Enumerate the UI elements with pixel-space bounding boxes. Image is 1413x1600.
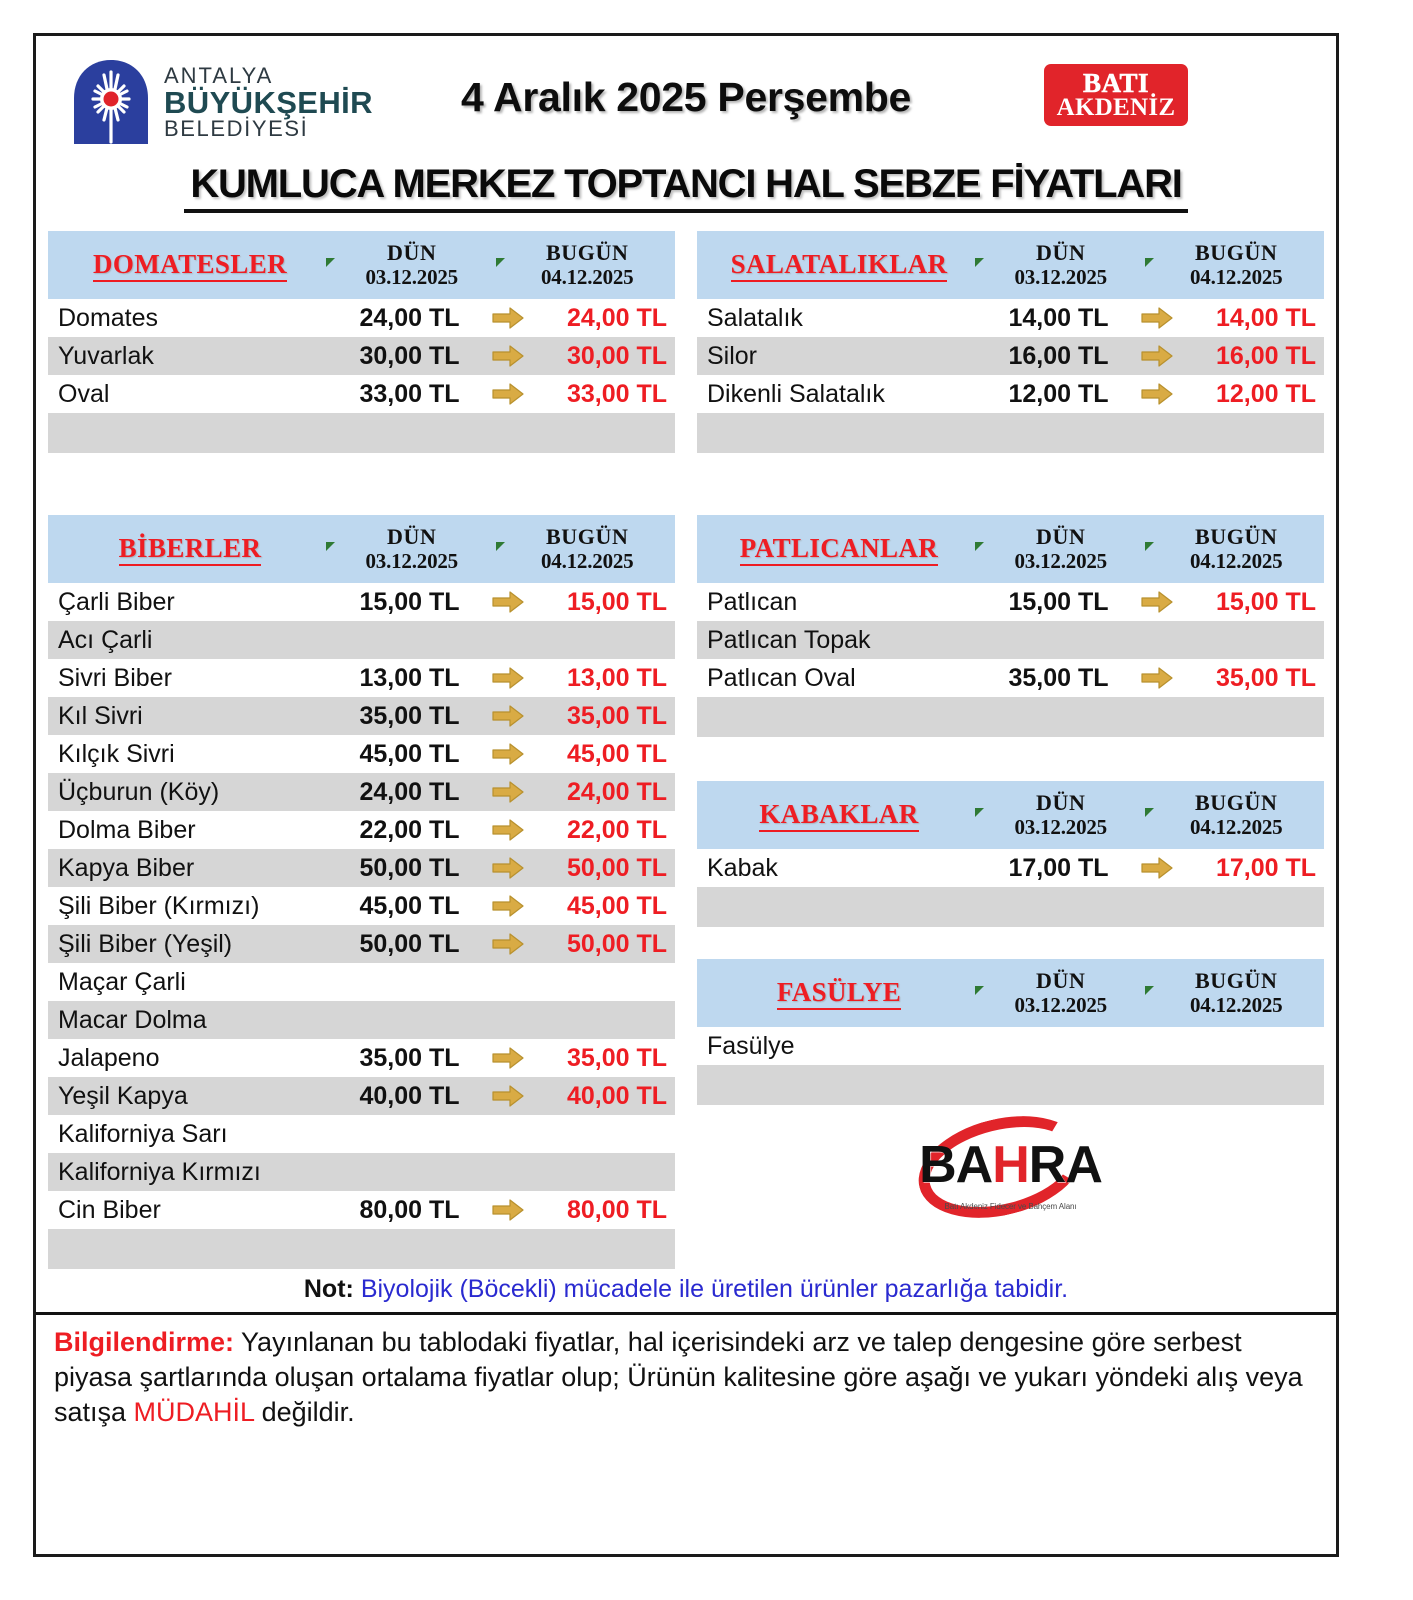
disclaimer-box	[36, 1312, 1336, 1444]
trend-arrow-cell	[1133, 343, 1181, 369]
product-name: Kaliforniya Kırmızı	[58, 1157, 261, 1186]
product-name: Jalapeno	[58, 1043, 160, 1072]
today-price: 35,00 TL	[1215, 663, 1316, 692]
trend-arrow-cell	[484, 893, 532, 919]
table-row	[48, 621, 675, 659]
section-title: KABAKLAR	[759, 799, 918, 832]
disclaimer-label: Bilgilendirme:	[54, 1327, 235, 1357]
bahra-wordmark	[919, 1135, 1102, 1195]
today-price: 12,00 TL	[1215, 379, 1316, 408]
product-name: Şili Biber (Kırmızı)	[58, 891, 260, 920]
section-title-wrap	[697, 959, 973, 1027]
trend-arrow-icon	[491, 1045, 525, 1071]
today-price: 24,00 TL	[566, 303, 667, 332]
table-row	[48, 1191, 675, 1229]
product-name: Silor	[707, 341, 758, 370]
section-trailing-band	[697, 887, 1324, 927]
today-label: BUGÜN	[1195, 523, 1278, 549]
today-price: 45,00 TL	[566, 891, 667, 920]
product-name: Üçburun (Köy)	[58, 777, 220, 806]
product-name: Yeşil Kapya	[58, 1081, 188, 1110]
comment-marker-icon	[1145, 808, 1154, 817]
table-row	[697, 1027, 1324, 1065]
prev-day-column-header	[973, 515, 1149, 583]
prev-day-price: 35,00 TL	[359, 701, 460, 730]
bahra-ra: RA	[1028, 1136, 1102, 1194]
disclaimer-emphasis: MÜDAHİL	[133, 1397, 255, 1428]
today-label: BUGÜN	[1195, 239, 1278, 265]
product-name: Fasülye	[707, 1031, 795, 1060]
trend-arrow-icon	[491, 1197, 525, 1223]
section-trailing-band	[48, 413, 675, 453]
trend-arrow-cell	[484, 931, 532, 957]
comment-marker-icon	[1145, 986, 1154, 995]
today-date: 04.12.2025	[1189, 992, 1283, 1017]
section-salataliklar	[697, 231, 1324, 453]
price-bulletin-page	[33, 33, 1339, 1557]
today-column-header	[500, 515, 676, 583]
trend-arrow-icon	[491, 343, 525, 369]
prev-day-price: 33,00 TL	[359, 379, 460, 408]
trend-arrow-icon	[491, 381, 525, 407]
trend-arrow-icon	[491, 741, 525, 767]
section-gap	[48, 453, 675, 515]
prev-day-price: 17,00 TL	[1008, 853, 1109, 882]
today-price: 15,00 TL	[1215, 587, 1316, 616]
prev-day-price: 24,00 TL	[359, 777, 460, 806]
product-name: Sivri Biber	[58, 663, 172, 692]
trend-arrow-icon	[491, 779, 525, 805]
bahra-logo	[697, 1105, 1324, 1225]
comment-marker-icon	[1145, 258, 1154, 267]
product-name: Maçar Çarli	[58, 967, 186, 996]
section-trailing-band	[697, 697, 1324, 737]
trend-arrow-cell	[484, 855, 532, 881]
prev-day-price: 40,00 TL	[359, 1081, 460, 1110]
today-price: 40,00 TL	[566, 1081, 667, 1110]
today-date: 04.12.2025	[1189, 814, 1283, 839]
prev-day-price: 45,00 TL	[359, 891, 460, 920]
page-title-text: KUMLUCA MERKEZ TOPTANCI HAL SEBZE FİYATLARI	[184, 162, 1187, 213]
table-row	[697, 621, 1324, 659]
product-name: Patlıcan	[707, 587, 798, 616]
trend-arrow-cell	[484, 305, 532, 331]
note-line	[36, 1269, 1336, 1312]
trend-arrow-cell	[484, 741, 532, 767]
table-row	[48, 375, 675, 413]
today-column-header	[1149, 231, 1325, 299]
section-domatesler	[48, 231, 675, 453]
section-title: FASÜLYE	[777, 977, 901, 1010]
trend-arrow-icon	[491, 703, 525, 729]
comment-marker-icon	[496, 258, 505, 267]
today-column-header	[500, 231, 676, 299]
section-title-wrap	[48, 231, 324, 299]
trend-arrow-cell	[1133, 665, 1181, 691]
table-row	[697, 299, 1324, 337]
prev-day-label: DÜN	[387, 239, 437, 265]
product-name: Macar Dolma	[58, 1005, 207, 1034]
prev-day-label: DÜN	[1036, 789, 1086, 815]
section-gap	[697, 927, 1324, 959]
trend-arrow-icon	[1140, 381, 1174, 407]
prev-day-column-header	[324, 515, 500, 583]
trend-arrow-icon	[1140, 343, 1174, 369]
prev-day-date: 03.12.2025	[365, 548, 458, 573]
trend-arrow-cell	[484, 381, 532, 407]
today-date: 04.12.2025	[1189, 264, 1283, 289]
section-fas-lye	[697, 959, 1324, 1105]
prev-day-price: 30,00 TL	[359, 341, 460, 370]
table-row	[48, 1115, 675, 1153]
table-row	[697, 375, 1324, 413]
prev-day-column-header	[973, 231, 1149, 299]
section-gap	[697, 737, 1324, 781]
table-row	[697, 659, 1324, 697]
prev-day-price: 35,00 TL	[1008, 663, 1109, 692]
table-row	[48, 1077, 675, 1115]
trend-arrow-cell	[484, 779, 532, 805]
note-label: Not:	[303, 1275, 354, 1303]
today-price: 45,00 TL	[566, 739, 667, 768]
today-column-header	[1149, 781, 1325, 849]
trend-arrow-icon	[491, 665, 525, 691]
trend-arrow-icon	[491, 1083, 525, 1109]
product-name: Oval	[58, 379, 110, 408]
section-trailing-band	[697, 1065, 1324, 1105]
today-price: 80,00 TL	[566, 1195, 667, 1224]
table-row	[48, 337, 675, 375]
trend-arrow-icon	[491, 893, 525, 919]
section-title: PATLICANLAR	[740, 533, 938, 566]
product-name: Patlıcan Topak	[707, 625, 871, 654]
disclaimer-text-1: Yayınlanan bu tablodaki fiyatlar, hal içerisindeki arz ve talep dengesine göre serbest piyasa şartlarında oluşan ortalama fiyatlar olup; Ürünün kalitesine göre aşağı ve yukarı yöndeki alış veya satışa	[54, 1327, 1303, 1428]
note-text: Biyolojik (Böcekli) mücadele ile üretilen ürünler pazarlığa tabidir.	[360, 1275, 1069, 1303]
table-row	[48, 1153, 675, 1191]
left-column	[48, 231, 675, 1269]
trend-arrow-cell	[484, 589, 532, 615]
prev-day-date: 03.12.2025	[1014, 814, 1107, 839]
comment-marker-icon	[975, 986, 984, 995]
page-title	[36, 162, 1336, 211]
trend-arrow-cell	[484, 1045, 532, 1071]
bahra-subtitle: Batı Akdeniz Fidecer ve Bahçem Alanı	[944, 1202, 1077, 1211]
product-name: Kapya Biber	[58, 853, 195, 882]
trend-arrow-cell	[484, 1083, 532, 1109]
prev-day-label: DÜN	[1036, 523, 1086, 549]
section-title: BİBERLER	[119, 533, 262, 566]
table-row	[48, 659, 675, 697]
today-price: 13,00 TL	[566, 663, 667, 692]
product-name: Dikenli Salatalık	[707, 379, 885, 408]
table-row	[48, 773, 675, 811]
product-name: Çarli Biber	[58, 587, 175, 616]
section-gap	[697, 453, 1324, 515]
today-label: BUGÜN	[1195, 967, 1278, 993]
section-header-bi-berler	[48, 515, 675, 583]
trend-arrow-icon	[491, 855, 525, 881]
prev-day-column-header	[973, 959, 1149, 1027]
comment-marker-icon	[975, 808, 984, 817]
today-column-header	[1149, 959, 1325, 1027]
table-row	[48, 697, 675, 735]
table-row	[48, 1039, 675, 1077]
section-header-kabaklar	[697, 781, 1324, 849]
section-header-patlicanlar	[697, 515, 1324, 583]
prev-day-price: 45,00 TL	[359, 739, 460, 768]
section-header-fas-lye	[697, 959, 1324, 1027]
product-name: Kaliforniya Sarı	[58, 1119, 228, 1148]
disclaimer-text-2: değildir.	[254, 1397, 355, 1428]
prev-day-price: 35,00 TL	[359, 1043, 460, 1072]
table-row	[697, 849, 1324, 887]
today-price: 33,00 TL	[566, 379, 667, 408]
trend-arrow-icon	[1140, 589, 1174, 615]
trend-arrow-cell	[484, 665, 532, 691]
section-patlicanlar	[697, 515, 1324, 737]
prev-day-price: 50,00 TL	[359, 853, 460, 882]
prev-day-price: 16,00 TL	[1008, 341, 1109, 370]
trend-arrow-icon	[491, 817, 525, 843]
bati-akdeniz-line-1: BATI	[1082, 67, 1150, 98]
today-price: 35,00 TL	[566, 1043, 667, 1072]
section-title: SALATALIKLAR	[731, 249, 948, 282]
prev-day-date: 03.12.2025	[1014, 264, 1107, 289]
today-column-header	[1149, 515, 1325, 583]
section-header-domatesler	[48, 231, 675, 299]
prev-day-price: 80,00 TL	[359, 1195, 460, 1224]
bati-akdeniz-line-2: AKDENİZ	[1056, 93, 1176, 121]
comment-marker-icon	[975, 542, 984, 551]
table-row	[48, 811, 675, 849]
comment-marker-icon	[496, 542, 505, 551]
comment-marker-icon	[326, 542, 335, 551]
trend-arrow-icon	[491, 931, 525, 957]
comment-marker-icon	[326, 258, 335, 267]
prev-day-date: 03.12.2025	[365, 264, 458, 289]
bati-akdeniz-logo	[1044, 64, 1188, 126]
prev-day-column-header	[324, 231, 500, 299]
today-date: 04.12.2025	[540, 264, 634, 289]
trend-arrow-icon	[491, 589, 525, 615]
product-name: Cin Biber	[58, 1195, 161, 1224]
today-price: 24,00 TL	[566, 777, 667, 806]
today-price: 16,00 TL	[1215, 341, 1316, 370]
table-row	[48, 963, 675, 1001]
section-header-salataliklar	[697, 231, 1324, 299]
table-row	[48, 849, 675, 887]
table-row	[48, 299, 675, 337]
trend-arrow-icon	[1140, 855, 1174, 881]
trend-arrow-icon	[1140, 305, 1174, 331]
section-kabaklar	[697, 781, 1324, 927]
prev-day-price: 14,00 TL	[1008, 303, 1109, 332]
today-price: 50,00 TL	[566, 853, 667, 882]
table-row	[697, 337, 1324, 375]
trend-arrow-cell	[484, 703, 532, 729]
prev-day-date: 03.12.2025	[1014, 548, 1107, 573]
trend-arrow-cell	[1133, 589, 1181, 615]
product-name: Kıl Sivri	[58, 701, 143, 730]
section-title-wrap	[48, 515, 324, 583]
trend-arrow-icon	[1140, 665, 1174, 691]
section-title-wrap	[697, 781, 973, 849]
today-price: 14,00 TL	[1215, 303, 1316, 332]
table-row	[48, 735, 675, 773]
section-trailing-band	[697, 413, 1324, 453]
prev-day-price: 15,00 TL	[1008, 587, 1109, 616]
today-price: 35,00 TL	[566, 701, 667, 730]
table-row	[48, 925, 675, 963]
today-label: BUGÜN	[546, 239, 629, 265]
section-bi-berler	[48, 515, 675, 1269]
today-price: 22,00 TL	[566, 815, 667, 844]
today-price: 15,00 TL	[566, 587, 667, 616]
prev-day-price: 13,00 TL	[359, 663, 460, 692]
municipality-line-1: ANTALYA	[164, 62, 274, 88]
bahra-h: H	[992, 1136, 1029, 1194]
product-name: Şili Biber (Yeşil)	[58, 929, 233, 958]
table-row	[48, 583, 675, 621]
table-row	[48, 1001, 675, 1039]
product-name: Patlıcan Oval	[707, 663, 856, 692]
trend-arrow-cell	[484, 817, 532, 843]
product-name: Yuvarlak	[58, 341, 154, 370]
today-label: BUGÜN	[546, 523, 629, 549]
comment-marker-icon	[975, 258, 984, 267]
prev-day-column-header	[973, 781, 1149, 849]
product-name: Dolma Biber	[58, 815, 196, 844]
today-price: 50,00 TL	[566, 929, 667, 958]
trend-arrow-cell	[1133, 305, 1181, 331]
municipality-line-3: BELEDİYESİ	[164, 115, 309, 141]
prev-day-price: 24,00 TL	[359, 303, 460, 332]
prev-day-label: DÜN	[1036, 967, 1086, 993]
product-name: Kabak	[707, 853, 778, 882]
right-column	[697, 231, 1324, 1225]
product-name: Salatalık	[707, 303, 803, 332]
page-header	[36, 36, 1336, 156]
prev-day-price: 50,00 TL	[359, 929, 460, 958]
trend-arrow-cell	[484, 343, 532, 369]
section-title-wrap	[697, 231, 973, 299]
today-label: BUGÜN	[1195, 789, 1278, 815]
today-date: 04.12.2025	[1189, 548, 1283, 573]
product-name: Domates	[58, 303, 159, 332]
bahra-ba: BA	[919, 1136, 993, 1194]
comment-marker-icon	[1145, 542, 1154, 551]
table-row	[48, 887, 675, 925]
prev-day-label: DÜN	[1036, 239, 1086, 265]
prev-day-price: 15,00 TL	[359, 587, 460, 616]
today-price: 17,00 TL	[1215, 853, 1316, 882]
prev-day-price: 22,00 TL	[359, 815, 460, 844]
price-tables	[36, 211, 1336, 1269]
section-title-wrap	[697, 515, 973, 583]
table-row	[697, 583, 1324, 621]
municipality-line-2: BÜYÜKŞEHİR	[164, 84, 373, 120]
trend-arrow-cell	[484, 1197, 532, 1223]
prev-day-price: 12,00 TL	[1008, 379, 1109, 408]
section-trailing-band	[48, 1229, 675, 1269]
bulletin-date: 4 Aralık 2025 Perşembe	[460, 74, 912, 120]
prev-day-label: DÜN	[387, 523, 437, 549]
product-name: Acı Çarli	[58, 625, 153, 654]
section-title: DOMATESLER	[93, 249, 287, 282]
trend-arrow-cell	[1133, 381, 1181, 407]
prev-day-date: 03.12.2025	[1014, 992, 1107, 1017]
trend-arrow-cell	[1133, 855, 1181, 881]
trend-arrow-icon	[491, 305, 525, 331]
today-price: 30,00 TL	[566, 341, 667, 370]
today-date: 04.12.2025	[540, 548, 634, 573]
product-name: Kılçık Sivri	[58, 739, 175, 768]
